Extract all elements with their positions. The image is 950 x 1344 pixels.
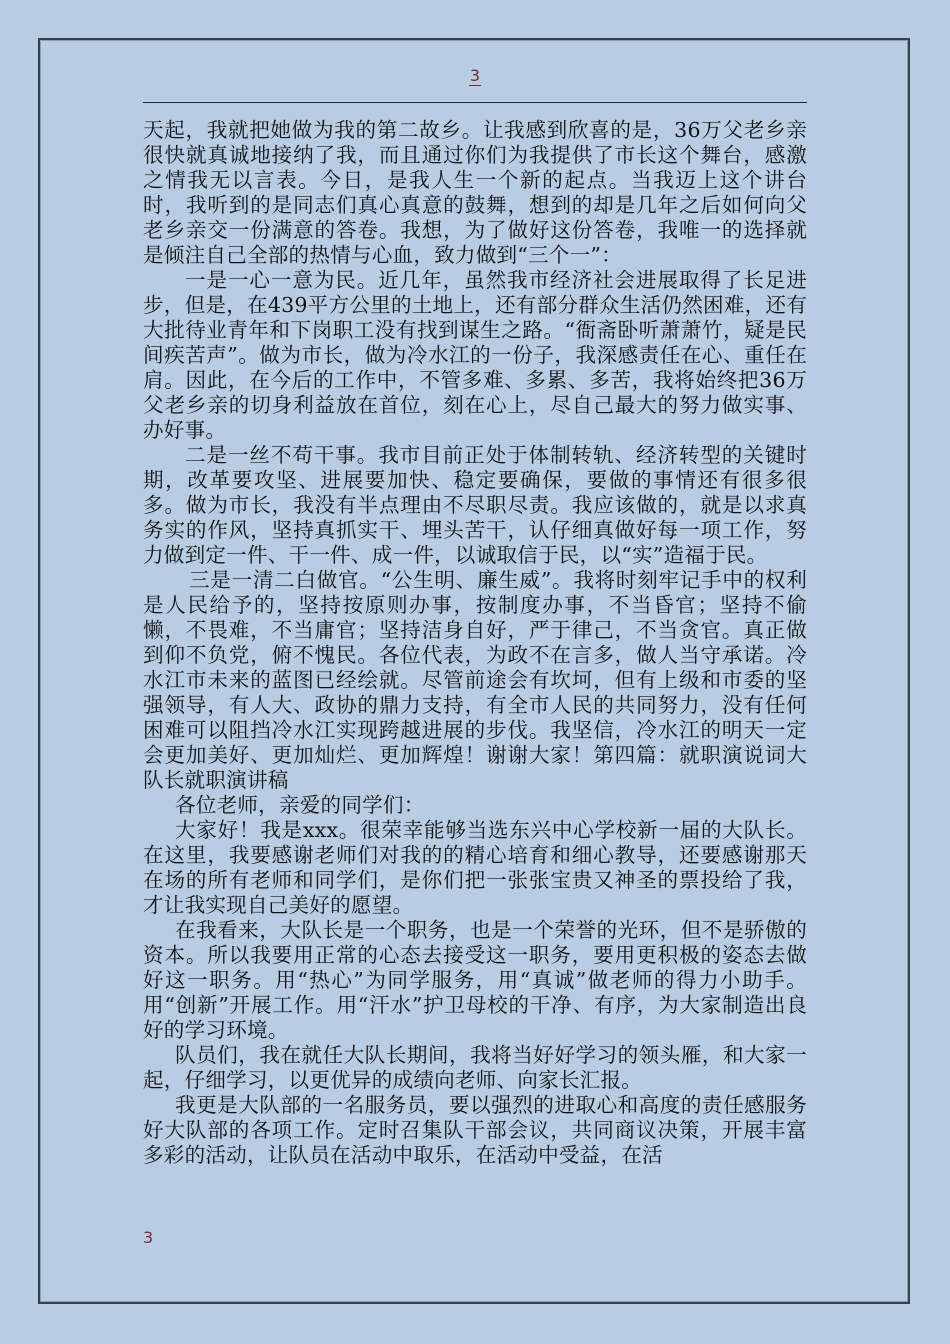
paragraph-members: 队员们，我在就任大队长期间，我将当好好学习的领头雁，和大家一起，仔细学习，以更优异的成绩向老师、向家长汇报。 [143,1043,807,1092]
paragraph-continuation: 天起，我就把她做为我的第二故乡。让我感到欣喜的是，36万父老乡亲很快就真诚地接纳了我，而且通过你们为我提供了市长这个舞台，感激之情我无以言表。今日，是我人生一个新的起点。当我迈上这个讲台时，我听到的是同志们真心真意的鼓舞，想到的却是几年之后如何向父老乡亲交一份满意的答卷。我想，为了做好这份答卷，我唯一的选择就是倾注自己全部的热情与心血，致力做到“三个一”： [143,118,807,267]
header-page-number [0,66,950,85]
paragraph-point-three: 三是一清二白做官。“公生明、廉生威”。我将时刻牢记手中的权利是人民给予的，坚持按原则办事，按制度办事，不当昏官；坚持不偷懒，不畏难，不当庸官；坚持洁身自好，严于律己，不当贪官。真正做到仰不负党，俯不愧民。各位代表，为政不在言多，做人当守承诺。冷水江市未来的蓝图已经绘就。尽管前途会有坎坷，但有上级和市委的坚强领导，有人大、政协的鼎力支持，有全市人民的共同努力，没有任何困难可以阻挡冷水江实现跨越进展的步伐。我坚信，冷水江的明天一定会更加美好、更加灿烂、更加辉煌！谢谢大家！第四篇：就职演说词大队长就职演讲稿 [143,568,807,792]
paragraph-greeting: 大家好！我是xxx。很荣幸能够当选东兴中心学校新一届的大队长。在这里，我要感谢老师们对我的的精心培育和细心教导，还要感谢那天在场的所有老师和同学们，是你们把一张张宝贵又神圣的票投给了我，才让我实现自己美好的愿望。 [143,818,807,917]
document-body [143,118,807,1168]
paragraph-point-one: 一是一心一意为民。近几年，虽然我市经济社会进展取得了长足进步，但是，在439平方公里的土地上，还有部分群众生活仍然困难，还有大批待业青年和下岗职工没有找到谋生之路。“衙斋卧听萧萧竹，疑是民间疾苦声”。做为市长，做为冷水江的一份子，我深感责任在心、重任在肩。因此，在今后的工作中，不管多难、多累、多苦，我将始终把36万父老乡亲的切身利益放在首位，刻在心上，尽自己最大的努力做实事、办好事。 [143,268,807,442]
footer-page-number: 3 [143,1228,154,1247]
header-page-number-text: 3 [469,66,481,85]
header-divider [143,102,807,103]
paragraph-point-two: 二是一丝不苟干事。我市目前正处于体制转轨、经济转型的关键时期，改革要攻坚、进展要加快、稳定要确保，要做的事情还有很多很多。做为市长，我没有半点理由不尽职尽责。我应该做的，就是以求真务实的作风，坚持真抓实干、埋头苦干，认仔细真做好每一项工作，努力做到定一件、干一件、成一件，以诚取信于民，以“实”造福于民。 [143,443,807,567]
paragraph-view: 在我看来，大队长是一个职务，也是一个荣誉的光环，但不是骄傲的资本。所以我要用正常的心态去接受这一职务，要用更积极的姿态去做好这一职务。用“热心”为同学服务，用“真诚”做老师的得力小助手。用“创新”开展工作。用“汗水”护卫母校的干净、有序，为大家制造出良好的学习环境。 [143,918,807,1042]
paragraph-salutation: 各位老师，亲爱的同学们： [175,793,425,817]
paragraph-service: 我更是大队部的一名服务员，要以强烈的进取心和高度的责任感服务好大队部的各项工作。定时召集队干部会议，共同商议决策，开展丰富多彩的活动，让队员在活动中取乐，在活动中受益，在活 [143,1093,807,1167]
